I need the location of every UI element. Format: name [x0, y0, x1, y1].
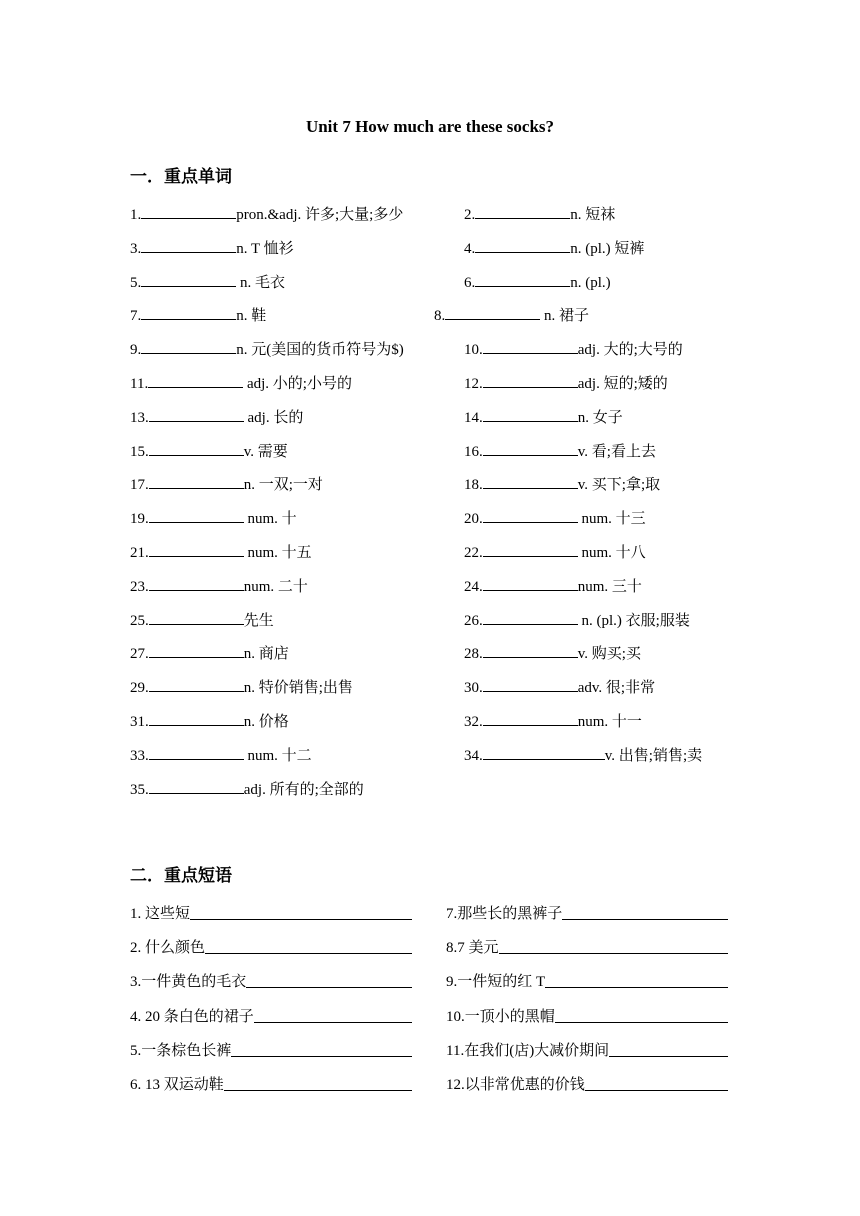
vocab-item [464, 507, 646, 528]
phrase-text: 1. 这些短 [130, 906, 191, 922]
phrase-item [446, 902, 728, 923]
item-definition: v. 买下;拿;取 [577, 477, 661, 494]
section-heading-phrases: 二．重点短语 [130, 866, 232, 886]
phrase-text: 4. 20 条白色的裙子 [130, 1008, 254, 1025]
vocab-item [130, 338, 404, 359]
item-definition: num. 三十 [577, 578, 642, 595]
page-title: Unit 7 How much are these socks? [305, 117, 555, 136]
item-number: 13. [130, 409, 149, 426]
section-heading-vocabulary: 一．重点单词 [130, 167, 232, 187]
item-definition: num. 十一 [577, 714, 642, 730]
vocab-item [130, 203, 403, 224]
vocab-item [464, 271, 611, 292]
answer-blank[interactable] [190, 904, 412, 920]
vocab-item [464, 642, 641, 663]
phrase-item [446, 1039, 728, 1060]
vocab-item [130, 372, 352, 393]
item-number: 18. [464, 477, 483, 494]
vocab-item [464, 338, 683, 359]
vocab-item [464, 541, 646, 562]
item-definition: n. 价格 [243, 714, 289, 730]
phrase-text: 2. 什么颜色 [130, 940, 206, 957]
vocab-item [130, 778, 364, 799]
answer-blank[interactable] [149, 541, 244, 557]
item-number: 33. [130, 747, 149, 764]
item-number: 23. [130, 578, 149, 595]
vocab-item [464, 406, 623, 427]
phrase-text: 11.在我们(店)大减价期间 [446, 1042, 610, 1059]
item-number: 30. [464, 680, 483, 697]
vocab-item [464, 440, 656, 461]
item-number: 26. [464, 612, 483, 629]
answer-blank[interactable] [483, 676, 578, 692]
item-definition: num. 十 [243, 511, 297, 528]
vocab-item [130, 676, 353, 697]
item-number: 22. [464, 545, 483, 561]
item-number: 31. [130, 714, 149, 730]
item-number: 32. [464, 714, 483, 730]
vocab-item [130, 406, 303, 427]
item-definition: n. 鞋 [236, 308, 267, 325]
item-number: 11. [130, 376, 149, 392]
vocab-item [130, 440, 288, 461]
item-number: 21. [130, 545, 149, 561]
answer-blank[interactable] [483, 406, 578, 422]
item-definition: num. 二十 [243, 578, 308, 595]
phrase-item [130, 970, 412, 991]
answer-blank[interactable] [149, 609, 244, 625]
answer-blank[interactable] [445, 304, 540, 320]
item-number: 9. [130, 342, 142, 359]
answer-blank[interactable] [475, 237, 570, 253]
answer-blank[interactable] [148, 372, 243, 388]
phrase-item [130, 936, 412, 957]
item-number: 12. [464, 376, 483, 392]
answer-blank[interactable] [149, 575, 244, 591]
item-definition: num. 十五 [243, 545, 312, 561]
answer-blank[interactable] [149, 676, 244, 692]
item-definition: adv. 很;非常 [577, 680, 656, 697]
item-definition: adj. 长的 [243, 409, 304, 426]
answer-blank[interactable] [149, 778, 244, 794]
answer-blank[interactable] [585, 1075, 728, 1091]
item-definition: n. 裙子 [540, 308, 590, 325]
phrase-item [130, 1039, 412, 1060]
answer-blank[interactable] [609, 1041, 728, 1057]
answer-blank[interactable] [149, 507, 244, 523]
item-number: 27. [130, 646, 149, 663]
vocab-item [130, 304, 266, 325]
item-definition: 先生 [243, 612, 274, 629]
vocab-item [464, 744, 702, 765]
answer-blank[interactable] [545, 972, 728, 988]
answer-blank[interactable] [141, 338, 236, 354]
vocab-item [464, 575, 642, 596]
item-number: 16. [464, 443, 483, 460]
vocab-item [464, 676, 655, 697]
phrase-text: 6. 13 双运动鞋 [130, 1077, 224, 1093]
answer-blank[interactable] [149, 710, 244, 726]
item-definition: v. 看;看上去 [577, 443, 656, 460]
item-number: 20. [464, 511, 483, 528]
item-number: 5. [130, 274, 142, 291]
item-number: 6. [464, 274, 476, 291]
item-definition: n. 商店 [243, 646, 289, 663]
phrase-item [446, 936, 728, 957]
item-definition: num. 十二 [243, 747, 312, 764]
answer-blank[interactable] [141, 304, 236, 320]
answer-blank[interactable] [149, 440, 244, 456]
vocab-item [130, 541, 312, 562]
answer-blank[interactable] [149, 642, 244, 658]
answer-blank[interactable] [149, 406, 244, 422]
item-definition: v. 出售;销售;卖 [604, 747, 703, 764]
answer-blank[interactable] [475, 203, 570, 219]
item-definition: n. (pl.) 衣服;服装 [577, 612, 690, 629]
phrase-item [446, 1005, 728, 1026]
item-definition: n. (pl.) [570, 274, 611, 291]
answer-blank[interactable] [254, 1007, 412, 1023]
phrase-item [130, 1073, 412, 1094]
answer-blank[interactable] [483, 507, 578, 523]
answer-blank[interactable] [483, 440, 578, 456]
item-definition: n. 女子 [577, 409, 623, 426]
answer-blank[interactable] [246, 972, 412, 988]
answer-blank[interactable] [141, 203, 236, 219]
phrase-text: 7.那些长的黑裤子 [446, 906, 563, 922]
item-definition: n. 短袜 [570, 207, 616, 223]
item-definition: n. 特价销售;出售 [243, 680, 353, 697]
phrase-item [446, 1073, 728, 1094]
item-definition: n. 一双;一对 [243, 477, 323, 494]
vocab-item [130, 609, 274, 630]
vocab-item [130, 575, 308, 596]
item-number: 34. [464, 747, 483, 764]
vocab-item [130, 710, 289, 731]
item-number: 15. [130, 443, 149, 460]
item-number: 19. [130, 511, 149, 528]
answer-blank[interactable] [224, 1075, 412, 1091]
phrase-item [446, 970, 728, 991]
item-definition: n. (pl.) 短裤 [570, 240, 645, 257]
item-definition: adj. 短的;矮的 [577, 376, 668, 392]
item-definition: num. 十三 [577, 511, 646, 528]
vocab-item [130, 237, 294, 258]
vocab-item [130, 744, 312, 765]
answer-blank[interactable] [555, 1007, 728, 1023]
answer-blank[interactable] [475, 271, 570, 287]
item-definition: pron.&adj. 许多;大量;多少 [236, 207, 404, 223]
phrase-item [130, 1005, 412, 1026]
phrase-text: 10.一顶小的黑帽 [446, 1008, 555, 1025]
phrase-text: 9.一件短的红 T [446, 974, 546, 991]
vocab-item [130, 507, 297, 528]
item-number: 14. [464, 409, 483, 426]
phrase-text: 12.以非常优惠的价钱 [446, 1077, 585, 1093]
answer-blank[interactable] [483, 710, 578, 726]
item-number: 28. [464, 646, 483, 663]
answer-blank[interactable] [483, 473, 578, 489]
item-definition: n. 毛衣 [236, 274, 286, 291]
item-definition: adj. 所有的;全部的 [243, 781, 364, 798]
answer-blank[interactable] [499, 938, 728, 954]
vocab-item [130, 642, 289, 663]
vocab-item [464, 609, 690, 630]
item-definition: v. 需要 [243, 443, 288, 460]
answer-blank[interactable] [483, 541, 578, 557]
answer-blank[interactable] [483, 744, 605, 760]
vocab-item [434, 304, 589, 325]
phrase-text: 3.一件黄色的毛衣 [130, 974, 247, 991]
item-definition: num. 十八 [577, 545, 646, 561]
answer-blank[interactable] [483, 338, 578, 354]
item-number: 3. [130, 240, 142, 257]
answer-blank[interactable] [483, 372, 578, 388]
answer-blank[interactable] [483, 642, 578, 658]
item-definition: n. 元(美国的货币符号为$) [236, 342, 404, 359]
item-definition: v. 购买;买 [577, 646, 641, 663]
answer-blank[interactable] [141, 237, 236, 253]
item-definition: adj. 小的;小号的 [243, 376, 352, 392]
answer-blank[interactable] [149, 744, 244, 760]
item-number: 17. [130, 477, 149, 494]
answer-blank[interactable] [231, 1041, 412, 1057]
item-number: 35. [130, 781, 149, 798]
answer-blank[interactable] [483, 575, 578, 591]
answer-blank[interactable] [562, 904, 728, 920]
answer-blank[interactable] [141, 271, 236, 287]
phrase-item [130, 902, 412, 923]
vocab-item [130, 271, 285, 292]
answer-blank[interactable] [483, 609, 578, 625]
item-number: 2. [464, 207, 476, 223]
item-number: 24. [464, 578, 483, 595]
vocab-item [464, 203, 615, 224]
item-number: 7. [130, 308, 142, 325]
vocab-item [464, 710, 642, 731]
vocab-item [464, 473, 660, 494]
answer-blank[interactable] [149, 473, 244, 489]
item-number: 25. [130, 612, 149, 629]
item-number: 29. [130, 680, 149, 697]
answer-blank[interactable] [205, 938, 412, 954]
item-number: 1. [130, 207, 142, 223]
item-definition: n. T 恤衫 [236, 240, 294, 257]
phrase-text: 5.一条棕色长裤 [130, 1042, 232, 1059]
phrase-text: 8.7 美元 [446, 940, 499, 957]
item-number: 8. [434, 308, 446, 325]
item-number: 4. [464, 240, 476, 257]
item-definition: adj. 大的;大号的 [577, 342, 683, 359]
item-number: 10. [464, 342, 483, 359]
vocab-item [464, 237, 644, 258]
vocab-item [464, 372, 668, 393]
vocab-item [130, 473, 323, 494]
